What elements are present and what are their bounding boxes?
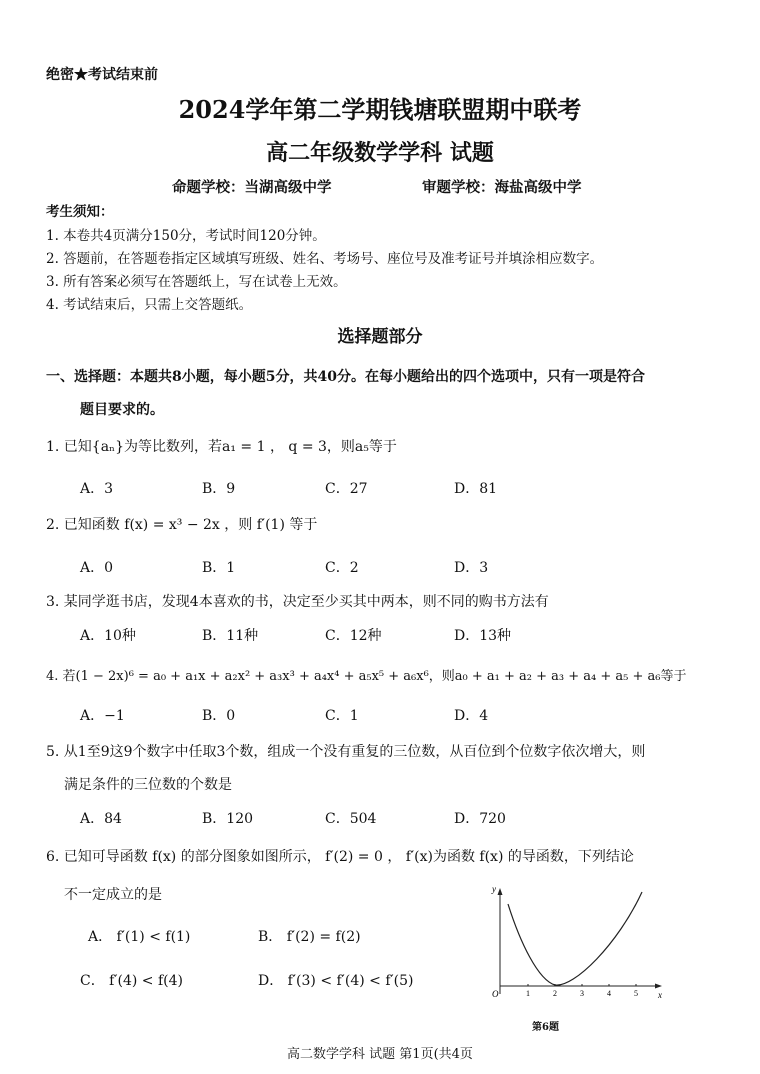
question-4-stem: 4. 若(1 − 2x)⁶ = a₀ + a₁x + a₂x² + a₃x³ + a₄x⁴ + a₅x⁵ + a₆x⁶，则a₀ + a₁ + a₂ + a₃ + a₄ + a₅ + a₆等于 <box>46 669 687 684</box>
notice-item: 3. 所有答案必须写在答题纸上，写在试卷上无效。 <box>46 274 347 290</box>
question-6-option-a: A． f′(1) < f(1) <box>88 929 191 945</box>
question-2-option-d: D．3 <box>454 560 489 576</box>
y-axis-label: y <box>492 884 496 894</box>
question-6-option-d: D． f′(3) < f′(4) < f′(5) <box>258 973 414 989</box>
question-2-option-b: B．1 <box>202 560 236 576</box>
question-5-stem: 5. 从1至9这9个数字中任取3个数，组成一个没有重复的三位数，从百位到个位数字依次增大，则 <box>46 744 646 760</box>
tick-label: 1 <box>526 989 530 998</box>
exam-title: 2024学年第二学期钱塘联盟期中联考 <box>178 95 582 124</box>
tick-label: 5 <box>634 989 638 998</box>
question-3-option-d: D．13种 <box>454 628 512 644</box>
notice-heading: 考生须知： <box>46 204 114 220</box>
question-1-option-a: A．3 <box>80 481 114 497</box>
page-footer: 高二数学学科 试题 第1页(共4页 <box>287 1047 473 1062</box>
exam-subtitle: 高二年级数学学科 试题 <box>266 140 494 166</box>
question-2-option-c: C．2 <box>325 560 359 576</box>
section-instruction: 一、选择题：本题共8小题，每小题5分，共40分。在每小题给出的四个选项中，只有一项是符合 <box>46 369 645 385</box>
question-1-stem: 1. 已知{aₙ}为等比数列，若a₁ = 1 ， q = 3，则a₅等于 <box>46 439 397 455</box>
question-2-option-a: A．0 <box>80 560 114 576</box>
x-axis-label: x <box>658 990 662 1000</box>
question-1-option-c: C．27 <box>325 481 368 497</box>
tick-label: 3 <box>580 989 584 998</box>
secret-mark: 绝密★考试结束前 <box>46 67 158 83</box>
figure-caption: 第6题 <box>532 1022 559 1033</box>
function-curve <box>508 892 642 985</box>
question-4-option-a: A．−1 <box>80 708 125 724</box>
question-4-option-c: C．1 <box>325 708 359 724</box>
question-5-option-b: B．120 <box>202 811 254 827</box>
notice-item: 1. 本卷共4页满分150分，考试时间120分钟。 <box>46 228 326 244</box>
question-3-option-b: B．11种 <box>202 628 259 644</box>
function-graph <box>478 882 678 1022</box>
question-4-option-b: B．0 <box>202 708 236 724</box>
question-1-option-d: D．81 <box>454 481 498 497</box>
question-6-stem-cont: 不一定成立的是 <box>64 887 162 903</box>
question-5-option-c: C．504 <box>325 811 377 827</box>
question-6-option-c: C． f′(4) < f(4) <box>80 973 183 989</box>
question-5-option-d: D．720 <box>454 811 506 827</box>
reviewer-school: 审题学校：海盐高级中学 <box>422 179 582 196</box>
x-axis-arrow <box>655 984 662 989</box>
question-5-stem-cont: 满足条件的三位数的个数是 <box>64 777 232 793</box>
question-3-option-a: A．10种 <box>80 628 136 644</box>
notice-item: 2. 答题前，在答题卷指定区域填写班级、姓名、考场号、座位号及准考证号并填涂相应数字。 <box>46 251 604 267</box>
question-3-stem: 3. 某同学逛书店，发现4本喜欢的书，决定至少买其中两本，则不同的购书方法有 <box>46 594 549 610</box>
tick-label: 4 <box>607 989 611 998</box>
notice-item: 4. 考试结束后，只需上交答题纸。 <box>46 297 253 313</box>
origin-label: O <box>492 989 499 999</box>
y-axis-arrow <box>498 888 503 895</box>
question-2-stem: 2. 已知函数 f(x) = x³ − 2x ，则 f′(1) 等于 <box>46 517 318 533</box>
question-4-option-d: D．4 <box>454 708 489 724</box>
section-instruction-cont: 题目要求的。 <box>80 402 164 418</box>
question-5-option-a: A．84 <box>80 811 122 827</box>
proposer-school: 命题学校：当湖高级中学 <box>172 179 332 196</box>
question-1-option-b: B．9 <box>202 481 236 497</box>
tick-label: 2 <box>553 989 557 998</box>
question-6-option-b: B． f′(2) = f(2) <box>258 929 361 945</box>
section-title: 选择题部分 <box>337 327 423 347</box>
question-6-stem: 6. 已知可导函数 f(x) 的部分图象如图所示， f′(2) = 0 ， f′(x)为函数 f(x) 的导函数，下列结论 <box>46 849 634 865</box>
question-3-option-c: C．12种 <box>325 628 382 644</box>
